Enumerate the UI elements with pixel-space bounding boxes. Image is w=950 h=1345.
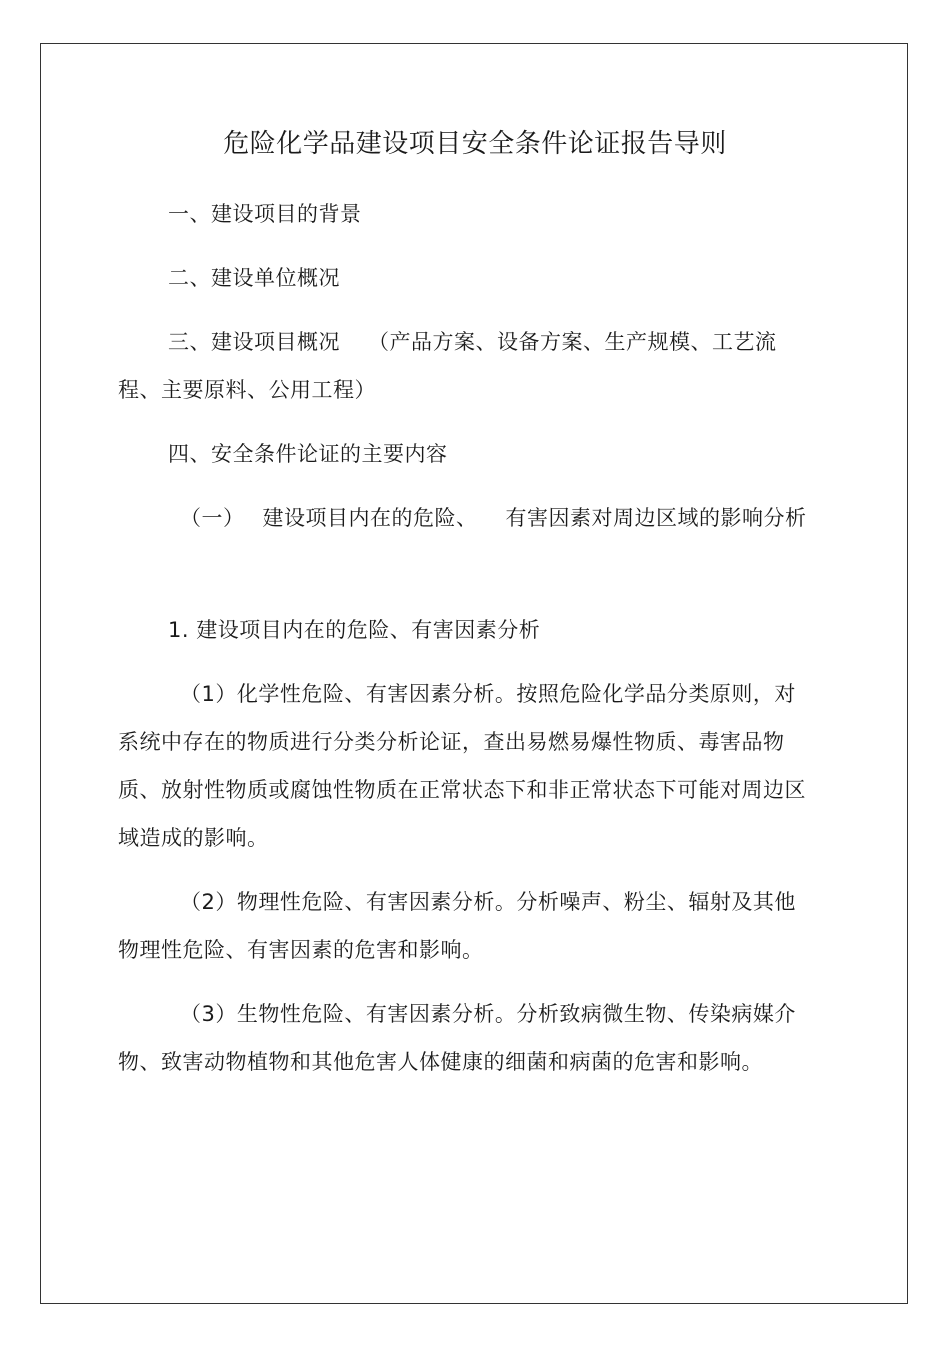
subsection-heading-1 [118,494,808,542]
subsection-1-text-b: 有害因素对周边区域的影响分析 [505,506,807,530]
document-title: 危险化学品建设项目安全条件论证报告导则 [223,129,727,159]
section-3-detail: （产品方案、设备方案、生产规模、工艺流程、主要原料、公用工程） [118,330,777,402]
subsection-1-label: （一） [180,506,245,530]
paragraph-chemical-hazards: （1）化学性危险、有害因素分析。按照危险化学品分类原则，对系统中存在的物质进行分类分析论证，查出易燃易爆性物质、毒害品物质、放射性物质或腐蚀性物质在正常状态下和非正常状态下可能对周边区域造成的影响。 [118,682,806,850]
section-3-label: 三、建设项目概况 [168,330,340,354]
section-heading-3 [118,318,808,414]
paragraph-biological-hazards: （3）生物性危险、有害因素分析。分析致病微生物、传染病媒介物、致害动物植物和其他危害人体健康的细菌和病菌的危害和影响。 [118,1002,796,1074]
section-heading-1: 一、建设项目的背景 [168,202,362,226]
subsection-1-text-a: 建设项目内在的危险、 [262,506,478,530]
section-heading-2: 二、建设单位概况 [168,266,340,290]
paragraph-physical-hazards: （2）物理性危险、有害因素分析。分析噪声、粉尘、辐射及其他物理性危险、有害因素的危害和影响。 [118,890,796,962]
item-heading-1: 1. 建设项目内在的危险、有害因素分析 [168,618,541,642]
section-heading-4: 四、安全条件论证的主要内容 [168,442,448,466]
